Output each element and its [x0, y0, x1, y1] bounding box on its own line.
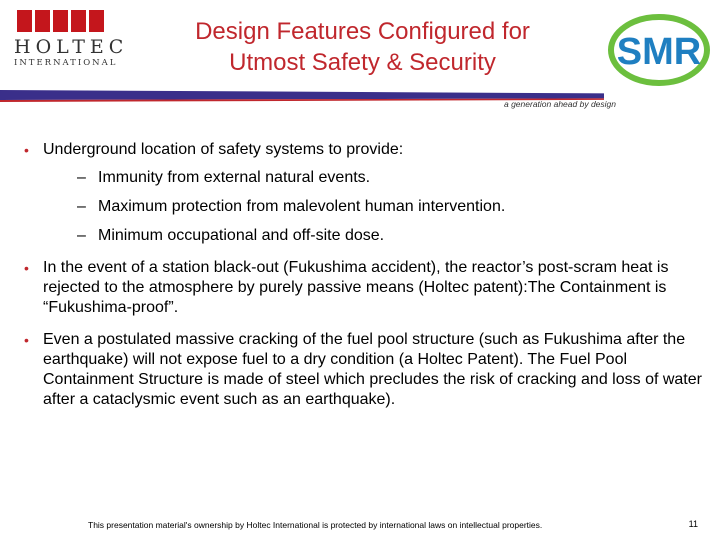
slide-title	[140, 16, 585, 78]
sub-list	[43, 168, 704, 246]
page-number: 11	[688, 519, 698, 529]
sub-item-text: Minimum occupational and off-site dose.	[98, 227, 385, 244]
holtec-logo-subtitle: INTERNATIONAL	[14, 58, 118, 68]
dash-icon: –	[77, 227, 86, 244]
dash-icon: –	[77, 198, 86, 215]
bullet-text: In the event of a station black-out (Fukushima accident), the reactor’s post-scram heat is rejected to the atmosphere by purely passive means (Holtec patent):The Containment is “Fukushima-proof”.	[43, 259, 669, 316]
bullet-item	[24, 258, 704, 318]
bullet-item	[24, 140, 704, 246]
bullet-icon: •	[24, 260, 29, 276]
sub-item	[43, 168, 704, 188]
sub-item	[43, 226, 704, 246]
tagline: a generation ahead by design	[503, 99, 616, 109]
sub-item-text: Immunity from external natural events.	[98, 169, 371, 186]
bullet-icon: •	[24, 332, 29, 348]
holtec-logo-squares	[17, 10, 124, 32]
slide-title-line-2: Utmost Safety & Security	[229, 49, 496, 76]
sub-item	[43, 197, 704, 217]
holtec-logo-name: HOLTEC	[14, 36, 129, 58]
bullet-icon: •	[24, 142, 29, 158]
sub-item-text: Maximum protection from malevolent human intervention.	[98, 198, 506, 215]
smr-logo-text: SMR	[616, 31, 702, 73]
bullet-item	[24, 330, 704, 410]
smr-logo	[604, 8, 714, 90]
footer-notice: This presentation material's ownership by Holtec International is protected by international laws on intellectual properties.	[88, 520, 543, 530]
bullet-text: Even a postulated massive cracking of the fuel pool structure (such as Fukushima after the earthquake) will not expose fuel to a dry condition (a Holtec Patent). The Fuel Pool Containment Structure is made of steel which precludes the risk of cracking and loss of water after a cataclysmic event such as an earthquake).	[43, 331, 702, 408]
slide-content	[24, 140, 704, 420]
slide-title-line-1: Design Features Configured for	[195, 18, 530, 45]
dash-icon: –	[77, 169, 86, 186]
holtec-logo	[14, 10, 129, 72]
bullet-text: Underground location of safety systems to provide:	[43, 141, 404, 158]
